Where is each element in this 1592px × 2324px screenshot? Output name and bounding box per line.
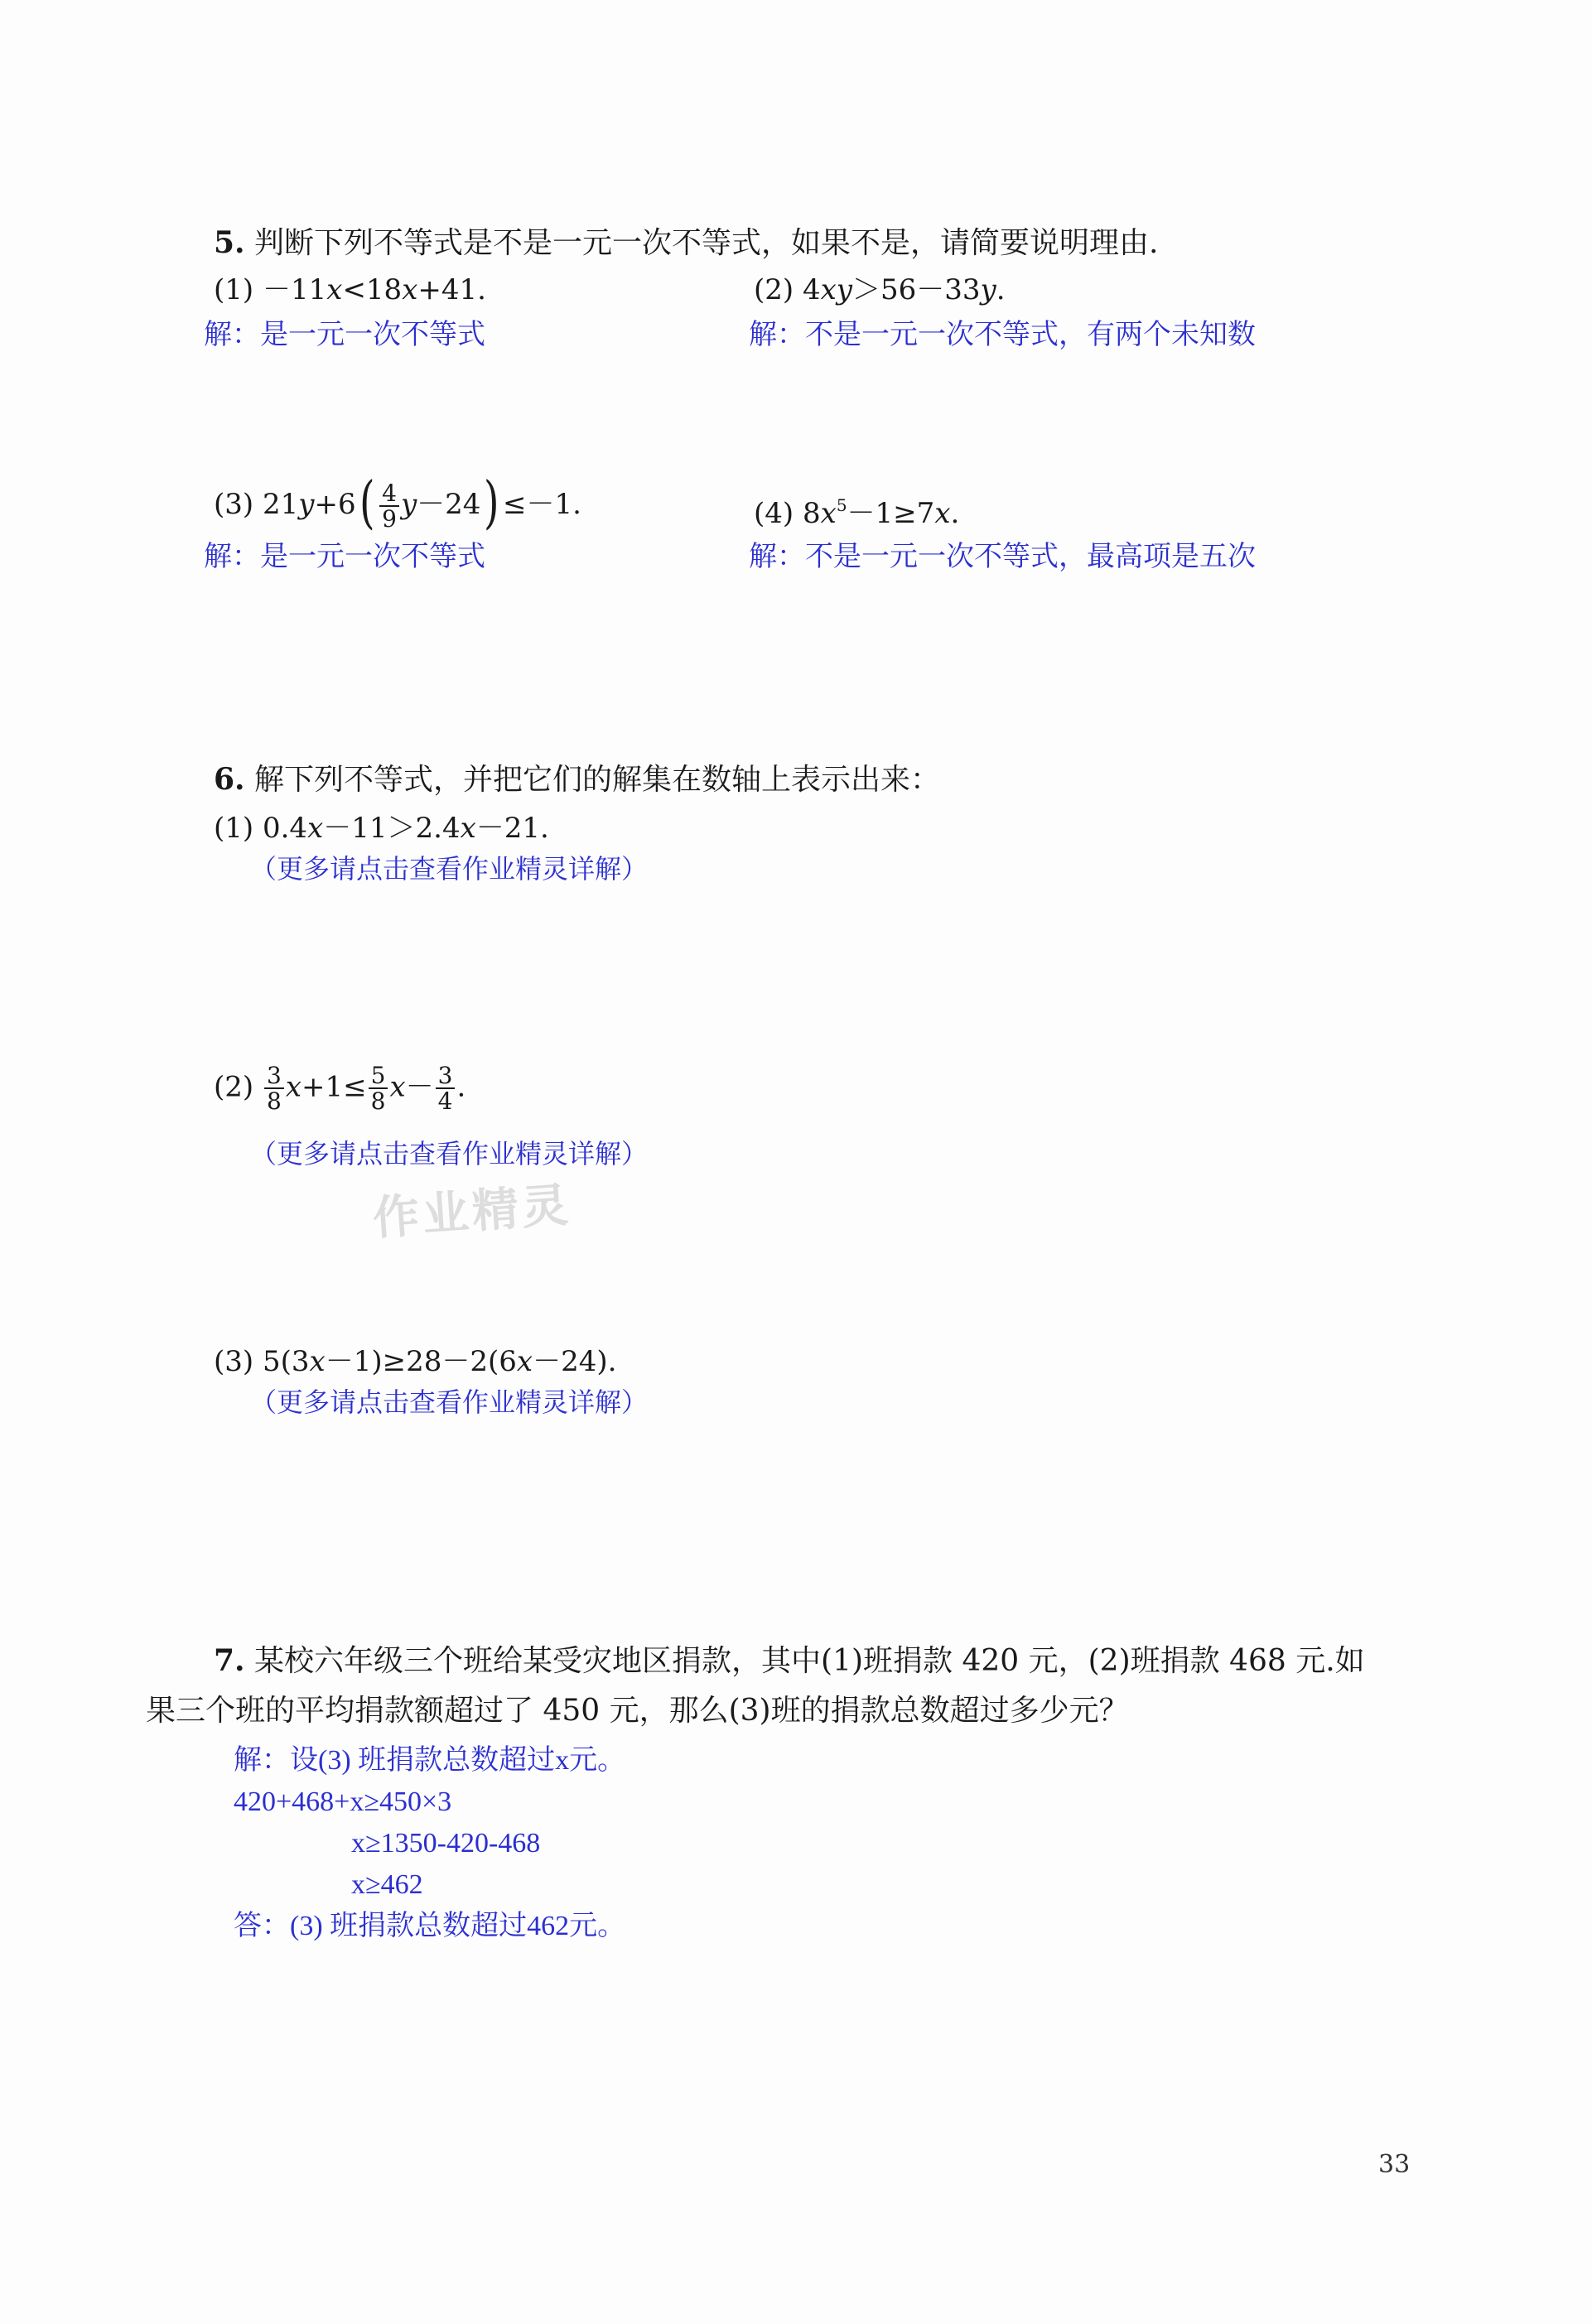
q5-prompt [214, 225, 1159, 261]
q5-item-3: (3) 21y+6( $\frac{4}{9}$ y－24) ≤－1. [214, 470, 581, 536]
q6-prompt [214, 762, 940, 798]
q5-answer-1: 解：是一元一次不等式 [204, 318, 485, 351]
q7-solution-1: 解：设(3) 班捐款总数超过x元。 [234, 1745, 626, 1776]
fraction: $\frac{4}{9}$ [379, 481, 399, 532]
q6-item-2: (2) $\frac{3}{8}$ x+1≤ $\frac{5}{8}$ x－ $\frac{3}{4}$ . [214, 1062, 466, 1116]
q5-item-2: (2) 4xy＞56－33y. [754, 273, 1006, 306]
details-link-2[interactable]: （更多请点击查看作业精灵详解） [250, 1138, 649, 1169]
q7-answer: 答：(3) 班捐款总数超过462元。 [234, 1911, 626, 1941]
fraction: $\frac{5}{8}$ [369, 1063, 388, 1114]
q5-answer-4: 解：不是一元一次不等式，最高项是五次 [749, 540, 1256, 573]
q7-solution-2: 420+468+x≥450×3 [234, 1786, 452, 1817]
fraction: $\frac{3}{8}$ [264, 1063, 284, 1114]
q7-solution-3: x≥1350-420-468 [351, 1828, 541, 1859]
q7-line-1: 7. 某校六年级三个班给某受灾地区捐款，其中(1)班捐款 420 元，(2)班捐款 468 元.如 [214, 1643, 1365, 1678]
q6-item-3: (3) 5(3x－1)≥28－2(6x－24). [214, 1345, 617, 1378]
q6-item-1: (1) 0.4x－11＞2.4x－21. [214, 812, 549, 845]
q7-number: 7. [214, 1643, 245, 1678]
q6-text: 解下列不等式，并把它们的解集在数轴上表示出来： [254, 763, 941, 797]
fraction: $\frac{3}{4}$ [436, 1063, 456, 1114]
page-number: 33 [1378, 2150, 1411, 2179]
q6-number: 6. [214, 762, 245, 797]
q5-item-1: (1) －11x<18x+41. [214, 273, 486, 306]
watermark: 作业精灵 [371, 1178, 573, 1246]
q7-solution-4: x≥462 [351, 1869, 423, 1900]
q5-item-4: (4) $8x^5-1\ge 7x$. [754, 495, 960, 530]
q5-number: 5. [214, 225, 245, 260]
q5-answer-3: 解：是一元一次不等式 [204, 540, 485, 573]
q5-text: 判断下列不等式是不是一元一次不等式，如果不是，请简要说明理由. [254, 226, 1159, 260]
q7-line-2: 果三个班的平均捐款额超过了 450 元，那么(3)班的捐款总数超过多少元？ [146, 1694, 1129, 1728]
details-link-1[interactable]: （更多请点击查看作业精灵详解） [250, 853, 649, 885]
details-link-3[interactable]: （更多请点击查看作业精灵详解） [250, 1386, 649, 1418]
q5-answer-2: 解：不是一元一次不等式，有两个未知数 [749, 318, 1256, 351]
